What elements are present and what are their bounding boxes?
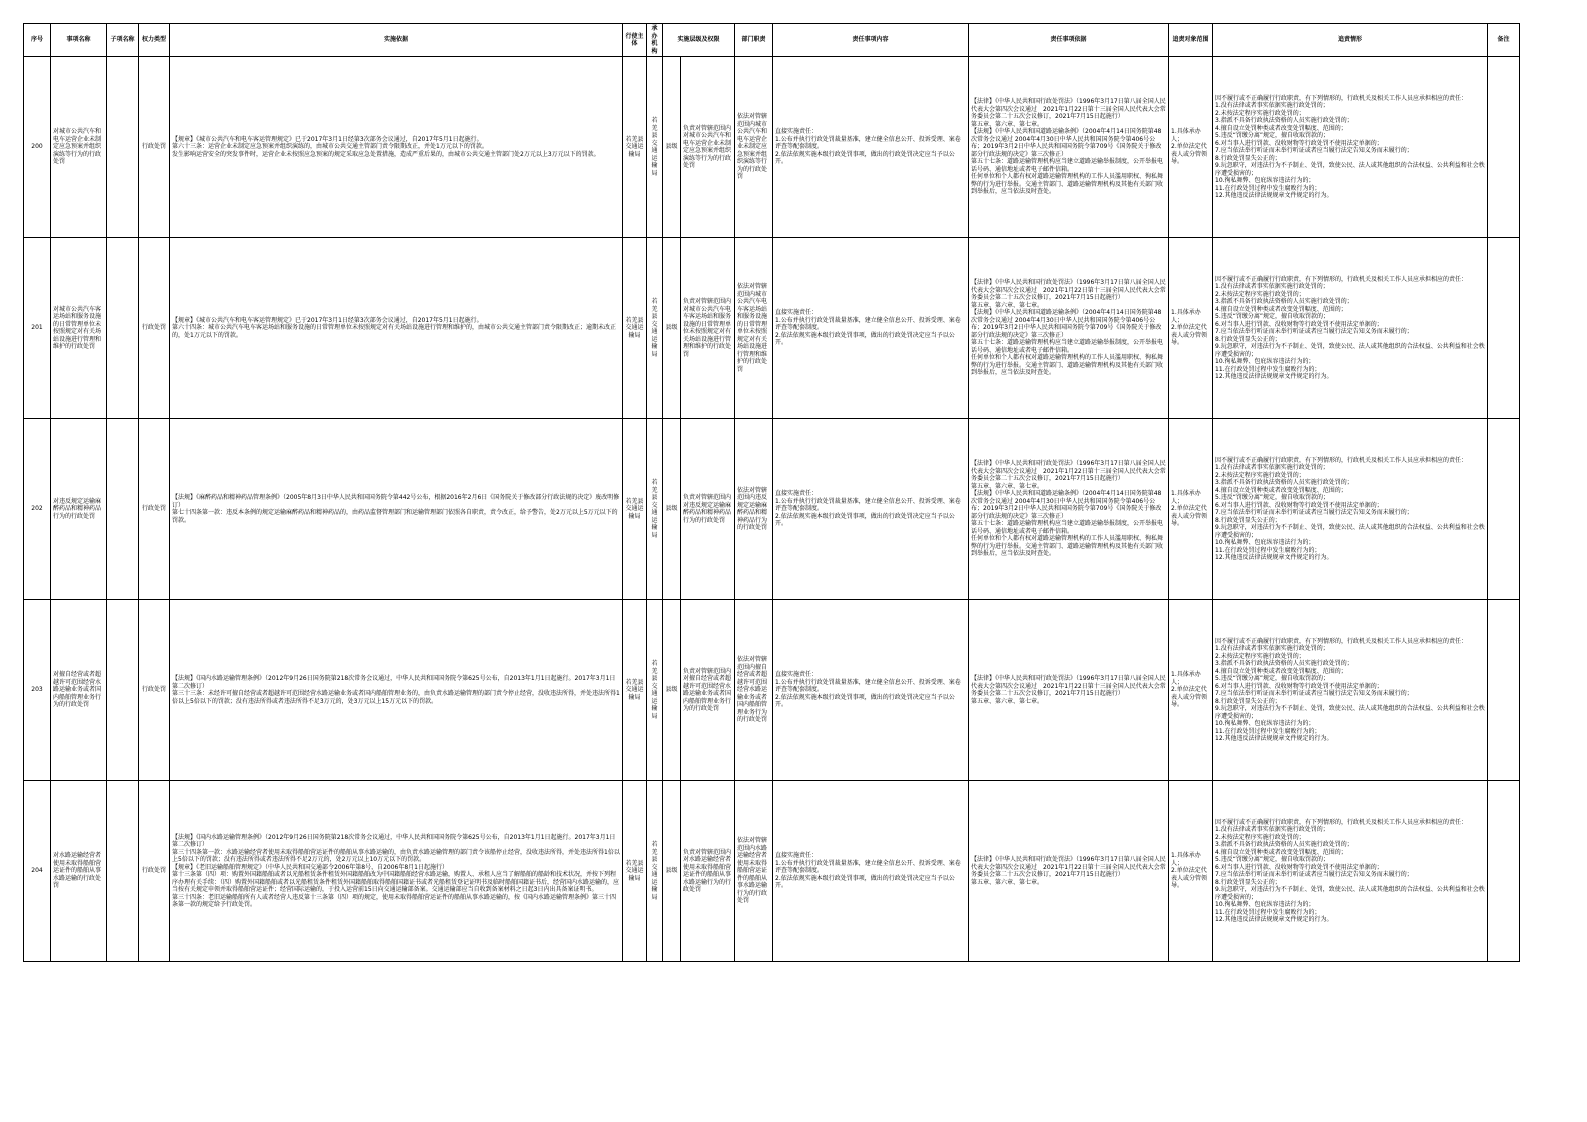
cell-evidence: 【法律】《中华人民共和国行政处罚法》（1996年3月17日第八届全国人民代表大会第四次会议通过 2021年1月22日第十三届全国人民代表大会常务委员会第二十五次会议修订，2021年7月15日起施行） 第五章、第六章、第七章。 【法规】《中华人民共和国道路运输条例》（2004年4月14日国务院第48次常务会议通过 2004年4月30日中华人民共和国国务院令第406号公布；2019年3月2日中华人民共和国国务院令第709号《国务院关于修改部分行政法规的决定》第三次修正） 第五十七条：道路运输管理机构应当建立道路运输举报制度，公开举报电话号码、通信地址或者电子邮件信箱。 任何单位和个人都有权对道路运输管理机构的工作人员滥用职权、徇私舞弊的行为进行举报。交通主管部门、道路运输管理机构及其他有关部门收到举报后，应当依法及时查处。 xyxy=(969,238,1169,419)
header-no: 序号 xyxy=(24,24,51,57)
cell-note xyxy=(1488,238,1520,419)
cell-sub xyxy=(107,781,139,962)
cell-type: 行政处罚 xyxy=(139,781,170,962)
cell-target: 1.具体承办人； 2.单位法定代表人或分管领导。 xyxy=(1169,419,1213,600)
cell-cases: 因不履行或不正确履行行政职责，有下列情形的，行政机关及相关工作人员应承担相应的责任： 1.没有法律或者事实依据实施行政处罚的； 2.未按法定程序实施行政处罚的； 3.指派不具备行政执法资格的人员实施行政处罚的； 4.擅自设立处罚种类或者改变处罚幅度、范围的； 5.违反“罚缴分离”规定，擅自收取罚款的； 6.对当事人进行罚款、没收财物等行政处罚不使用法定单据的； 7.应当依法举行听证而未举行听证或者应当履行法定告知义务而未履行的； 8.行政处罚显失公正的； 9.玩忽职守，对违法行为不予制止、处罚，致使公民、法人或其他组织的合法权益、公共利益和社会秩序遭受损害的； 10.徇私舞弊、包庇纵容违法行为的； 11.在行政处罚过程中发生腐败行为的； 12.其他违反法律法规规章文件规定的行为。 xyxy=(1213,781,1488,962)
cell-name: 对违反规定运输麻醉药品和精神药品行为的行政处罚 xyxy=(51,419,107,600)
cell-basis: 【法规】《麻醉药品和精神药品管理条例》（2005年8月3日中华人民共和国国务院令第442号公布，根据2016年2月6日《国务院关于修改部分行政法规的决定》废改明修订） 第七十四条第一款：违反本条例的规定运输麻醉药品和精神药品的，由药品监督管理部门和运输管理部门依照各自职责，责令改正，给予警告，处2万元以上5万元以下的罚款。 xyxy=(170,419,623,600)
cell-type: 行政处罚 xyxy=(139,57,170,238)
header-name: 事项名称 xyxy=(51,24,107,57)
header-note: 备注 xyxy=(1488,24,1520,57)
cell-subject: 若羌县交通运输局 xyxy=(623,600,647,781)
cell-name: 对城市公共汽车客运场站和服务设施的日常管理单位未按照规定对有关场站设施进行管理和维护的行政处罚 xyxy=(51,238,107,419)
cell-level: 县级 xyxy=(663,781,681,962)
header-level: 实施层级及权限 xyxy=(663,24,735,57)
cell-scope: 负责对管辖范围内对违反规定运输麻醉药品和精神药品行为的行政处罚 xyxy=(681,419,735,600)
header-org: 承办机构 xyxy=(647,24,663,57)
cell-org: 若羌县交通运输局 xyxy=(647,57,663,238)
cell-cases: 因不履行或不正确履行行政职责，有下列情形的，行政机关及相关工作人员应承担相应的责任： 1.没有法律或者事实依据实施行政处罚的； 2.未按法定程序实施行政处罚的； 3.指派不具备行政执法资格的人员实施行政处罚的； 4.擅自设立处罚种类或者改变处罚幅度、范围的； 5.违反“罚缴分离”规定，擅自收取罚款的； 6.对当事人进行罚款、没收财物等行政处罚不使用法定单据的； 7.应当依法举行听证而未举行听证或者应当履行法定告知义务而未履行的； 8.行政处罚显失公正的； 9.玩忽职守，对违法行为不予制止、处罚，致使公民、法人或其他组织的合法权益、公共利益和社会秩序遭受损害的； 10.徇私舞弊、包庇纵容违法行为的； 11.在行政处罚过程中发生腐败行为的； 12.其他违反法律法规规章文件规定的行为。 xyxy=(1213,419,1488,600)
cell-scope: 负责对管辖范围内对城市公共汽车和电车运营企业未制定应急预案并组织演练等行为的行政处罚 xyxy=(681,57,735,238)
table-row xyxy=(24,419,1520,600)
cell-subject: 若羌县交通运输局 xyxy=(623,238,647,419)
cell-subject: 若羌县交通运输局 xyxy=(623,781,647,962)
cell-no: 200 xyxy=(24,57,51,238)
cell-duty: 依法对管辖范围内城市公共汽车电车客运场站和服务设施的日常管理单位未按照规定对有关场站设施进行管理和维护的行政处罚 xyxy=(735,238,773,419)
cell-subject: 若羌县交通运输局 xyxy=(623,419,647,600)
cell-org: 若羌县交通运输局 xyxy=(647,781,663,962)
header-target: 追责对象范围 xyxy=(1169,24,1213,57)
cell-type: 行政处罚 xyxy=(139,419,170,600)
table-row xyxy=(24,238,1520,419)
cell-org: 若羌县交通运输局 xyxy=(647,238,663,419)
header-content: 责任事项内容 xyxy=(773,24,969,57)
cell-content: 直接实施责任： 1.公布并执行行政处罚裁量基准，建立健全信息公开、投诉受理、案卷评查等配套制度。 2.依法依规实施本级行政处罚事项，做出的行政处罚决定应当予以公开。 xyxy=(773,419,969,600)
responsibility-table xyxy=(23,23,1520,962)
cell-scope: 负责对管辖范围内对城市公共汽车电车客运场站和服务设施的日常管理单位未按照规定对有关场站设施进行管理和维护的行政处罚 xyxy=(681,238,735,419)
cell-content: 直接实施责任： 1.公布并执行行政处罚裁量基准，建立健全信息公开、投诉受理、案卷评查等配套制度。 2.依法依规实施本级行政处罚事项，做出的行政处罚决定应当予以公开。 xyxy=(773,600,969,781)
cell-evidence: 【法律】《中华人民共和国行政处罚法》（1996年3月17日第八届全国人民代表大会第四次会议通过 2021年1月22日第十三届全国人民代表大会常务委员会第二十五次会议修订，2021年7月15日起施行） 第五章、第六章、第七章。 【法规】《中华人民共和国道路运输条例》（2004年4月14日国务院第48次常务会议通过 2004年4月30日中华人民共和国国务院令第406号公布；2019年3月2日中华人民共和国国务院令第709号《国务院关于修改部分行政法规的决定》第三次修正） 第五十七条：道路运输管理机构应当建立道路运输举报制度，公开举报电话号码、通信地址或者电子邮件信箱。 任何单位和个人都有权对道路运输管理机构的工作人员滥用职权、徇私舞弊的行为进行举报。交通主管部门、道路运输管理机构及其他有关部门收到举报后，应当依法及时查处。 xyxy=(969,57,1169,238)
header-basis: 实施依据 xyxy=(170,24,623,57)
cell-sub xyxy=(107,419,139,600)
cell-name: 对水路运输经营者使用未取得船舶营运证件的船舶从事水路运输的行政处罚 xyxy=(51,781,107,962)
table-row xyxy=(24,600,1520,781)
cell-name: 对擅自经营或者超越许可范围经营水路运输业务或者国内船舶管理业务行为的行政处罚 xyxy=(51,600,107,781)
header-subject: 行使主体 xyxy=(623,24,647,57)
cell-basis: 【法规】《国内水路运输管理条例》（2012年9月26日国务院第218次常务会议通过，中华人民共和国国务院令第625号公布，自2013年1月1日起施行。2017年3月1日第二次修订） 第三十三条：未经许可擅自经营或者超越许可范围经营水路运输业务或者国内船舶管理业务的，由负责水路运输管理的部门责令停止经营，没收违法所得，并处违法所得1倍以上5倍以下的罚款；没有违法所得或者违法所得不足3万元的，处3万元以上15万元以下的罚款。 xyxy=(170,600,623,781)
header-duty: 部门职责 xyxy=(735,24,773,57)
cell-sub xyxy=(107,57,139,238)
cell-note xyxy=(1488,781,1520,962)
cell-evidence: 【法律】《中华人民共和国行政处罚法》（1996年3月17日第八届全国人民代表大会第四次会议通过 2021年1月22日第十三届全国人民代表大会常务委员会第二十五次会议修订，2021年7月15日起施行） 第五章、第六章、第七章。 xyxy=(969,781,1169,962)
header-cases: 追责情形 xyxy=(1213,24,1488,57)
cell-content: 直接实施责任： 1.公布并执行行政处罚裁量基准，建立健全信息公开、投诉受理、案卷评查等配套制度。 2.依法依规实施本级行政处罚事项，做出的行政处罚决定应当予以公开。 xyxy=(773,781,969,962)
cell-note xyxy=(1488,600,1520,781)
cell-name: 对城市公共汽车和电车运营企业未制定应急预案并组织演练等行为的行政处罚 xyxy=(51,57,107,238)
cell-target: 1.具体承办人； 2.单位法定代表人或分管领导。 xyxy=(1169,781,1213,962)
header-sub: 子项名称 xyxy=(107,24,139,57)
header-evidence: 责任事项依据 xyxy=(969,24,1169,57)
header-type: 权力类型 xyxy=(139,24,170,57)
cell-basis: 【规章】《城市公共汽车和电车客运管理规定》已于2017年3月1日经第3次部务会议通过，自2017年5月1日起施行。 第六十四条：城市公共汽车电车客运场站和服务设施的日常管理单位未按照规定对有关场站设施进行管理和维护的，由城市公共交通主管部门责令限期改正；逾期未改正的，处1万元以下的罚款。 xyxy=(170,238,623,419)
cell-no: 202 xyxy=(24,419,51,600)
cell-target: 1.具体承办人； 2.单位法定代表人或分管领导。 xyxy=(1169,600,1213,781)
cell-duty: 依法对管辖范围内违反规定运输麻醉药品和精神药品行为的行政处罚 xyxy=(735,419,773,600)
header-row xyxy=(24,24,1520,57)
cell-no: 203 xyxy=(24,600,51,781)
table-row xyxy=(24,57,1520,238)
cell-note xyxy=(1488,57,1520,238)
cell-duty: 依法对管辖范围内城市公共汽车和电车运营企业未制定应急预案并组织演练等行为的行政处罚 xyxy=(735,57,773,238)
cell-type: 行政处罚 xyxy=(139,238,170,419)
cell-cases: 因不履行或不正确履行行政职责，有下列情形的，行政机关及相关工作人员应承担相应的责任： 1.没有法律或者事实依据实施行政处罚的； 2.未按法定程序实施行政处罚的； 3.指派不具备行政执法资格的人员实施行政处罚的； 4.擅自设立处罚种类或者改变处罚幅度、范围的； 5.违反“罚缴分离”规定，擅自收取罚款的； 6.对当事人进行罚款、没收财物等行政处罚不使用法定单据的； 7.应当依法举行听证而未举行听证或者应当履行法定告知义务而未履行的； 8.行政处罚显失公正的； 9.玩忽职守，对违法行为不予制止、处罚，致使公民、法人或其他组织的合法权益、公共利益和社会秩序遭受损害的； 10.徇私舞弊、包庇纵容违法行为的； 11.在行政处罚过程中发生腐败行为的； 12.其他违反法律法规规章文件规定的行为。 xyxy=(1213,57,1488,238)
cell-scope: 负责对管辖范围内对水路运输经营者使用未取得船舶营运证件的船舶从事水路运输行为的行政处罚 xyxy=(681,781,735,962)
cell-level: 县级 xyxy=(663,600,681,781)
cell-level: 县级 xyxy=(663,57,681,238)
cell-level: 县级 xyxy=(663,238,681,419)
cell-sub xyxy=(107,238,139,419)
cell-duty: 依法对管辖范围内水路运输经营者使用未取得船舶营运证件的船舶从事水路运输行为的行政处罚 xyxy=(735,781,773,962)
cell-evidence: 【法律】《中华人民共和国行政处罚法》（1996年3月17日第八届全国人民代表大会第四次会议通过 2021年1月22日第十三届全国人民代表大会常务委员会第二十五次会议修订，2021年7月15日起施行） 第五章、第六章、第七章。 xyxy=(969,600,1169,781)
cell-org: 若羌县交通运输局 xyxy=(647,600,663,781)
cell-duty: 依法对管辖范围内擅自经营或者超越许可范围经营水路运输业务或者国内船舶管理业务行为的行政处罚 xyxy=(735,600,773,781)
cell-no: 201 xyxy=(24,238,51,419)
table-row xyxy=(24,781,1520,962)
cell-level: 县级 xyxy=(663,419,681,600)
cell-note xyxy=(1488,419,1520,600)
cell-target: 1.具体承办人； 2.单位法定代表人或分管领导。 xyxy=(1169,238,1213,419)
cell-basis: 【法规】《国内水路运输管理条例》（2012年9月26日国务院第218次常务会议通过，中华人民共和国国务院令第625号公布，自2013年1月1日起施行。2017年3月1日第二次修订） 第三十四条第一款：水路运输经营者使用未取得船舶营运证件的船舶从事水路运输的，由负责水路运输管理的部门责令该船停止经营，没收违法所得，并处违法所得1倍以上5倍以下的罚款；没有违法所得或者违法所得不足2万元的，处2万元以上10万元以下的罚款。 【规章】《老旧运输船舶管理规定》（中华人民共和国交通部令2006年第8号，自2006年8月1日起施行） 第十三条第（四）项：购置外国籍船舶或者以光船租赁条件租赁外国籍船舶改为中国籍船舶经营水路运输，购置人、承租人应当了解船舶的船龄和技术状况，并按下列程序办理有关手续：（四）购置外国籍船舶或者以光船租赁条件租赁外国籍船舶取得船舶国籍证书或者光船租赁登记证明书及临时船舶国籍证书后，经营国内水路运输的，应当按有关规定申领并取得船舶营运证件；经营国际运输的，于投入运营前15日向交通运输部备案。交通运输部应当自收到备案材料之日起3日内出具备案证明书。 第三十四条：老旧运输船舶所有人或者经营人违反第十三条第（四）项的规定，使用未取得船舶营运证件的船舶从事水路运输的，按《国内水路运输管理条例》第三十四条第一款的规定给予行政处罚。 xyxy=(170,781,623,962)
cell-evidence: 【法律】《中华人民共和国行政处罚法》（1996年3月17日第八届全国人民代表大会第四次会议通过 2021年1月22日第十三届全国人民代表大会常务委员会第二十五次会议修订，2021年7月15日起施行） 第五章、第六章、第七章。 【法规】《中华人民共和国道路运输条例》（2004年4月14日国务院第48次常务会议通过 2004年4月30日中华人民共和国国务院令第406号公布；2019年3月2日中华人民共和国国务院令第709号《国务院关于修改部分行政法规的决定》第三次修正） 第五十七条：道路运输管理机构应当建立道路运输举报制度，公开举报电话号码、通信地址或者电子邮件信箱。 任何单位和个人都有权对道路运输管理机构的工作人员滥用职权、徇私舞弊的行为进行举报。交通主管部门、道路运输管理机构及其他有关部门收到举报后，应当依法及时查处。 xyxy=(969,419,1169,600)
cell-cases: 因不履行或不正确履行行政职责，有下列情形的，行政机关及相关工作人员应承担相应的责任： 1.没有法律或者事实依据实施行政处罚的； 2.未按法定程序实施行政处罚的； 3.指派不具备行政执法资格的人员实施行政处罚的； 4.擅自设立处罚种类或者改变处罚幅度、范围的； 5.违反“罚缴分离”规定，擅自收取罚款的； 6.对当事人进行罚款、没收财物等行政处罚不使用法定单据的； 7.应当依法举行听证而未举行听证或者应当履行法定告知义务而未履行的； 8.行政处罚显失公正的； 9.玩忽职守，对违法行为不予制止、处罚，致使公民、法人或其他组织的合法权益、公共利益和社会秩序遭受损害的； 10.徇私舞弊、包庇纵容违法行为的； 11.在行政处罚过程中发生腐败行为的； 12.其他违反法律法规规章文件规定的行为。 xyxy=(1213,600,1488,781)
cell-cases: 因不履行或不正确履行行政职责，有下列情形的，行政机关及相关工作人员应承担相应的责任： 1.没有法律或者事实依据实施行政处罚的； 2.未按法定程序实施行政处罚的； 3.指派不具备行政执法资格的人员实施行政处罚的； 4.擅自设立处罚种类或者改变处罚幅度、范围的； 5.违反“罚缴分离”规定，擅自收取罚款的； 6.对当事人进行罚款、没收财物等行政处罚不使用法定单据的； 7.应当依法举行听证而未举行听证或者应当履行法定告知义务而未履行的； 8.行政处罚显失公正的； 9.玩忽职守，对违法行为不予制止、处罚，致使公民、法人或其他组织的合法权益、公共利益和社会秩序遭受损害的； 10.徇私舞弊、包庇纵容违法行为的； 11.在行政处罚过程中发生腐败行为的； 12.其他违反法律法规规章文件规定的行为。 xyxy=(1213,238,1488,419)
cell-no: 204 xyxy=(24,781,51,962)
cell-content: 直接实施责任： 1.公布并执行行政处罚裁量基准，建立健全信息公开、投诉受理、案卷评查等配套制度。 2.依法依规实施本级行政处罚事项，做出的行政处罚决定应当予以公开。 xyxy=(773,57,969,238)
cell-content: 直接实施责任： 1.公布并执行行政处罚裁量基准，建立健全信息公开、投诉受理、案卷评查等配套制度。 2.依法依规实施本级行政处罚事项，做出的行政处罚决定应当予以公开。 xyxy=(773,238,969,419)
cell-scope: 负责对管辖范围内对擅自经营或者超越许可范围经营水路运输业务或者国内船舶管理业务行为的行政处罚 xyxy=(681,600,735,781)
cell-sub xyxy=(107,600,139,781)
cell-basis: 【规章】《城市公共汽车和电车客运管理规定》已于2017年3月1日经第3次部务会议通过，自2017年5月1日起施行。 第六十三条：运营企业未制定应急预案并组织演练的，由城市公共交通主管部门责令限期改正，并处1万元以下的罚款。 发生影响运营安全的突发事件时，运营企业未按照应急预案的规定采取应急处置措施，造成严重后果的，由城市公共交通主管部门处2万元以上3万元以下的罚款。 xyxy=(170,57,623,238)
cell-type: 行政处罚 xyxy=(139,600,170,781)
cell-org: 若羌县交通运输局 xyxy=(647,419,663,600)
cell-target: 1.具体承办人； 2.单位法定代表人或分管领导。 xyxy=(1169,57,1213,238)
cell-subject: 若羌县交通运输局 xyxy=(623,57,647,238)
